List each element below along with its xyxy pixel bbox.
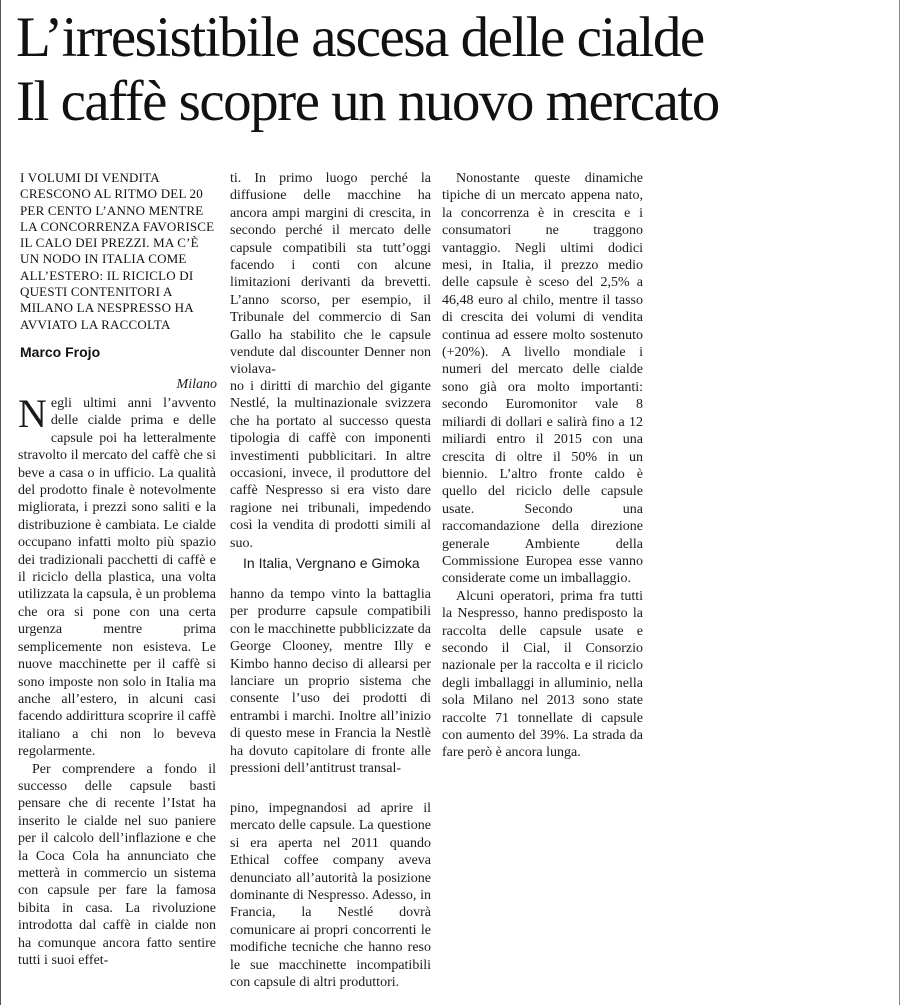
- headline: [16, 6, 896, 134]
- paragraph-1-text: egli ultimi anni l’avvento delle cialde prima e delle capsule poi ha letteralmente stravolto il mercato del caffè che si beve a casa o in ufficio. La qualità del prodotto finale è notevolmente migliorata, i prezzi sono saliti e la distribuzione è cambiata. Le cialde occupano infatti molto più spazio dei tradizionali pacchetti di caffè e il riciclo della plastica, una volta utilizzata la capsula, è un problema che ora si pone con una certa urgenza mentre prima semplicemente non esisteva. Le nuove macchinette per il caffè si sono imposte non solo in Italia ma anche all’estero, in alcuni casi facendo addirittura scoprire il caffè italiano a chi non lo beveva regolarmente.: [18, 396, 216, 760]
- paragraph-3: ti. In primo luogo perché la diffusione delle macchine ha ancora ampi margini di crescita, in secondo perché il mercato delle capsule compatibili sta tutt’oggi facendo i conti con alcune limitazioni derivanti da brevetti. L’anno scorso, per esempio, il Tribunale del commercio di San Gallo ha stabilito che le capsule vendute dal discounter Denner non violava-: [230, 171, 431, 378]
- paragraph-4: no i diritti di marchio del gigante Nestlé, la multinazionale svizzera che ha portato al successo questa tipologia di caffè con imponenti investimenti pubblicitari. In altre occasioni, invece, il produttore del caffè Nespresso si era visto dare ragione nei tribunali, impedendo così la vendita di prodotti simili al suo.: [230, 379, 431, 551]
- article-column-1: [18, 391, 216, 969]
- paragraph-1: [18, 391, 216, 761]
- byline: Marco Frojo: [20, 344, 101, 360]
- article-column-3: [442, 170, 643, 762]
- article-column-2-middle: [230, 378, 431, 552]
- paragraph-2: Per comprendere a fondo il successo delle capsule basti pensare che di recente l’Istat ha inserito le cialde nel suo paniere per il calcolo dell’inflazione e che la Coca Cola ha annunciato che metterà in commercio un sistema con capsule per fare la famosa bibita in casa. La rivoluzione introdotta dal caffè in cialde non ha comunque ancora fatto sentire tutti i suoi effet-: [18, 761, 216, 968]
- article-column-2-top: [230, 170, 431, 379]
- summary-deck: I VOLUMI DI VENDITA CRESCONO AL RITMO DEL 20 PER CENTO L’ANNO MENTRE LA CONCORRENZA FAVORISCE IL CALO DEI PREZZI. MA C’È UN NODO IN ITALIA COME ALL’ESTERO: IL RICICLO DI QUESTI CONTENITORI A MILANO LA NESPRESSO HA AVVIATO LA RACCOLTA: [20, 170, 215, 332]
- headline-line-2: Il caffè scopre un nuovo mercato: [16, 70, 719, 133]
- paragraph-5: hanno da tempo vinto la battaglia per produrre capsule compatibili con le macchinette pubblicizzate da George Clooney, mentre Illy e Kimbo hanno deciso di allearsi per lanciare un proprio sistema che consente l’uso dei prodotti di entrambi i marchi. Inoltre all’inizio di questo mese in Francia la Nestlè ha dovuto capitolare di fronte alle pressioni dell’antitrust transal-: [230, 587, 431, 777]
- drop-cap: N: [18, 391, 47, 436]
- headline-line-1: L’irresistibile ascesa delle cialde: [16, 6, 704, 69]
- subheading: In Italia, Vergnano e Gimoka: [243, 555, 420, 571]
- article-column-2-bottom: [230, 800, 431, 991]
- dateline: Milano: [176, 377, 217, 392]
- paragraph-8: Alcuni operatori, prima fra tutti la Nespresso, hanno predisposto la raccolta delle capsule usate e secondo il Cial, il Consorzio nazionale per la raccolta e il riciclo degli imballaggi in alluminio, nella sola Milano nel 2013 sono state raccolte 71 tonnellate di capsule con aumento del 39%. La strada da fare però è ancora lunga.: [442, 588, 643, 761]
- paragraph-7: Nonostante queste dinamiche tipiche di un mercato appena nato, la concorrenza è in crescita e i consumatori ne traggono vantaggio. Negli ultimi dodici mesi, in Italia, il prezzo medio delle capsule è sceso del 2,5% a 46,48 euro al chilo, mentre il tasso di crescita dei volumi di vendita continua ad essere molto sostenuto (+20%). A livello mondiale i numeri del mercato delle cialde sono già ora molto importanti: secondo Euromonitor vale 8 miliardi di dollari e salirà fino a 12 miliardi entro il 2015 con una crescita di oltre il 50% in un biennio. L’altro fronte caldo è quello del riciclo delle capsule usate. Secondo una raccomandazione della direzione generale Ambiente della Commissione Europea esse vanno considerate come un imballaggio.: [442, 171, 643, 587]
- paragraph-6: pino, impegnandosi ad aprire il mercato delle capsule. La questione si era aperta nel 2011 quando Ethical coffee company aveva denunciato all’autorità la posizione dominante di Nespresso. Adesso, in Francia, la Nestlé dovrà comunicare ai propri concorrenti le modifiche tecniche che hanno reso le sue macchinette incompatibili con capsule di altri produttori.: [230, 801, 431, 991]
- article-column-2-lower: [230, 586, 431, 777]
